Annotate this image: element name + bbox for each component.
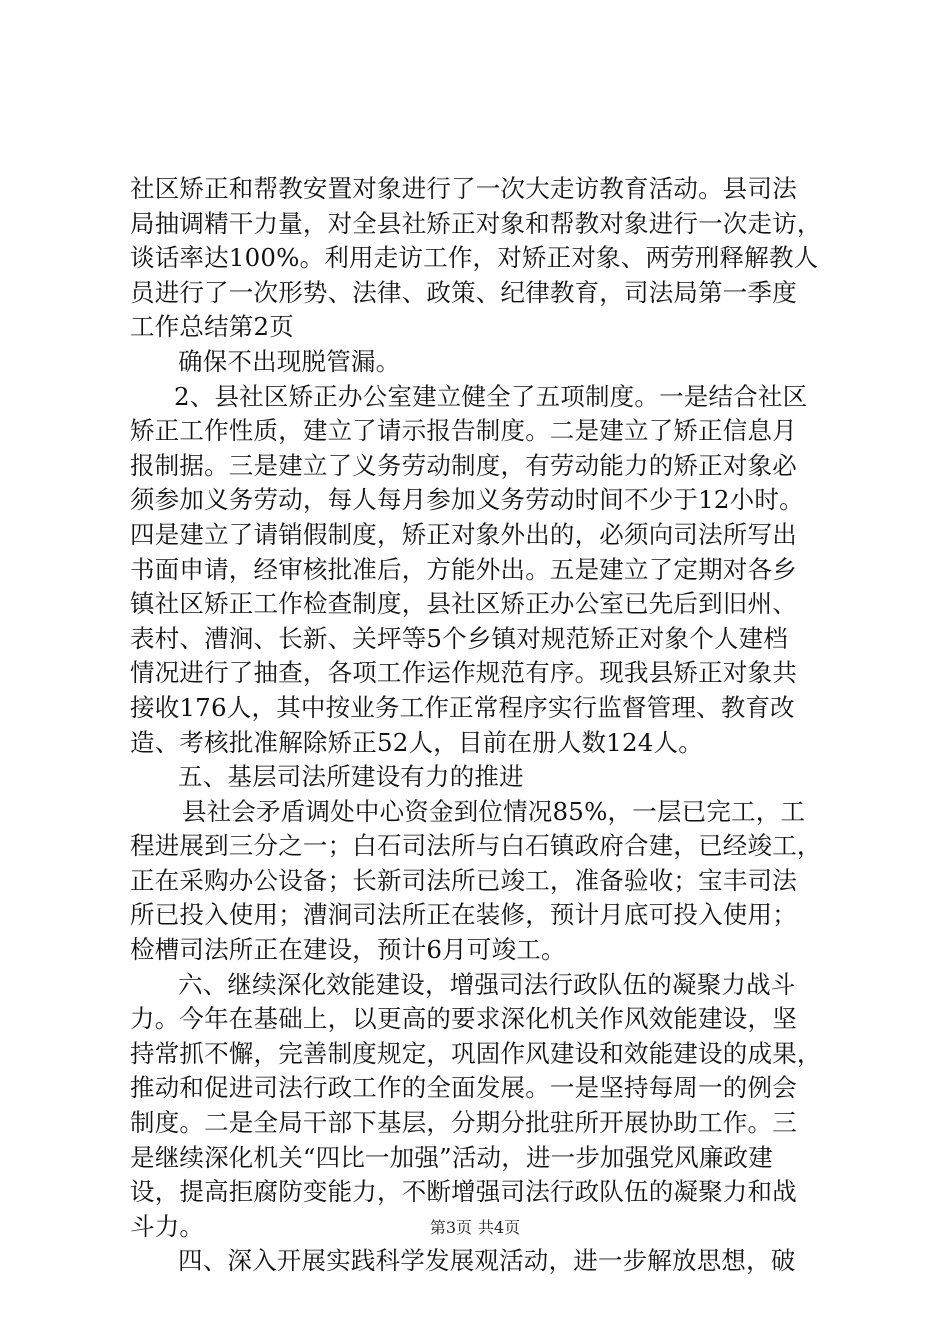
text-line: 接收176人，其中按业务工作正常程序实行监督管理、教育改 <box>130 692 795 722</box>
section-heading: 五、基层司法所建设有力的推进 <box>178 762 524 792</box>
document-body <box>130 172 830 1279</box>
text-line: 2、县社区矫正办公室建立健全了五项制度。一是结合社区 <box>174 381 808 411</box>
text-line: 情况进行了抽查，各项工作运作规范有序。现我县矫正对象共 <box>130 658 797 688</box>
text-line: 设，提高拒腐防变能力，不断增强司法行政队伍的凝聚力和战 <box>130 1177 797 1207</box>
text-line: 表村、漕涧、长新、关坪等5个乡镇对规范矫正对象个人建档 <box>130 623 788 653</box>
text-line: 四是建立了请销假制度，矫正对象外出的，必须向司法所写出 <box>130 519 797 549</box>
text-line: 矫正工作性质，建立了请示报告制度。二是建立了矫正信息月 <box>130 416 797 446</box>
text-line: 谈话率达100%。利用走访工作，对矫正对象、两劳刑释解教人 <box>130 243 819 273</box>
text-line: 须参加义务劳动，每人每月参加义务劳动时间不少于12小时。 <box>130 485 804 515</box>
text-line: 局抽调精干力量，对全县社矫正对象和帮教对象进行一次走访， <box>130 208 822 238</box>
text-line: 员进行了一次形势、法律、政策、纪律教育，司法局第一季度 <box>130 277 797 307</box>
text-line: 社区矫正和帮教安置对象进行了一次大走访教育活动。县司法 <box>130 174 797 203</box>
text-line: 镇社区矫正工作检查制度，县社区矫正办公室已先后到旧州、 <box>130 589 797 619</box>
text-line: 所已投入使用；漕涧司法所正在装修，预计月底可投入使用； <box>130 900 797 930</box>
text-line: 四、深入开展实践科学发展观活动，进一步解放思想，破 <box>178 1246 796 1276</box>
text-line: 报制据。三是建立了义务劳动制度，有劳动能力的矫正对象必 <box>130 450 797 480</box>
text-line: 造、考核批准解除矫正52人，目前在册人数124人。 <box>130 727 703 757</box>
text-line: 工作总结第2页 <box>130 312 294 342</box>
page-footer <box>0 1218 950 1238</box>
text-line: 推动和促进司法行政工作的全面发展。一是坚持每周一的例会 <box>130 1073 797 1103</box>
page-total: 共4页 <box>478 1218 521 1237</box>
text-line: 确保不出现脱管漏。 <box>178 346 401 376</box>
text-line: 力。今年在基础上，以更高的要求深化机关作风效能建设，坚 <box>130 1004 797 1034</box>
text-line: 持常抓不懈，完善制度规定，巩固作风建设和效能建设的成果， <box>130 1038 822 1068</box>
text-line: 正在采购办公设备；长新司法所已竣工，准备验收；宝丰司法 <box>130 865 797 895</box>
text-line: 六、继续深化效能建设，增强司法行政队伍的凝聚力战斗 <box>178 969 796 999</box>
text-line: 书面申请，经审核批准后，方能外出。五是建立了定期对各乡 <box>130 554 797 584</box>
text-line: 县社会矛盾调处中心资金到位情况85%，一层已完工，工 <box>182 796 806 826</box>
text-line: 制度。二是全局干部下基层，分期分批驻所开展协助工作。三 <box>130 1108 797 1138</box>
text-line: 程进展到三分之一；白石司法所与白石镇政府合建，已经竣工， <box>130 831 822 861</box>
page-number: 第3页 <box>429 1218 472 1237</box>
text-line: 斗力。 <box>130 1211 205 1241</box>
text-line: 检槽司法所正在建设，预计6月可竣工。 <box>130 935 566 965</box>
text-line: 是继续深化机关“四比一加强”活动，进一步加强党风廉政建 <box>130 1142 773 1172</box>
